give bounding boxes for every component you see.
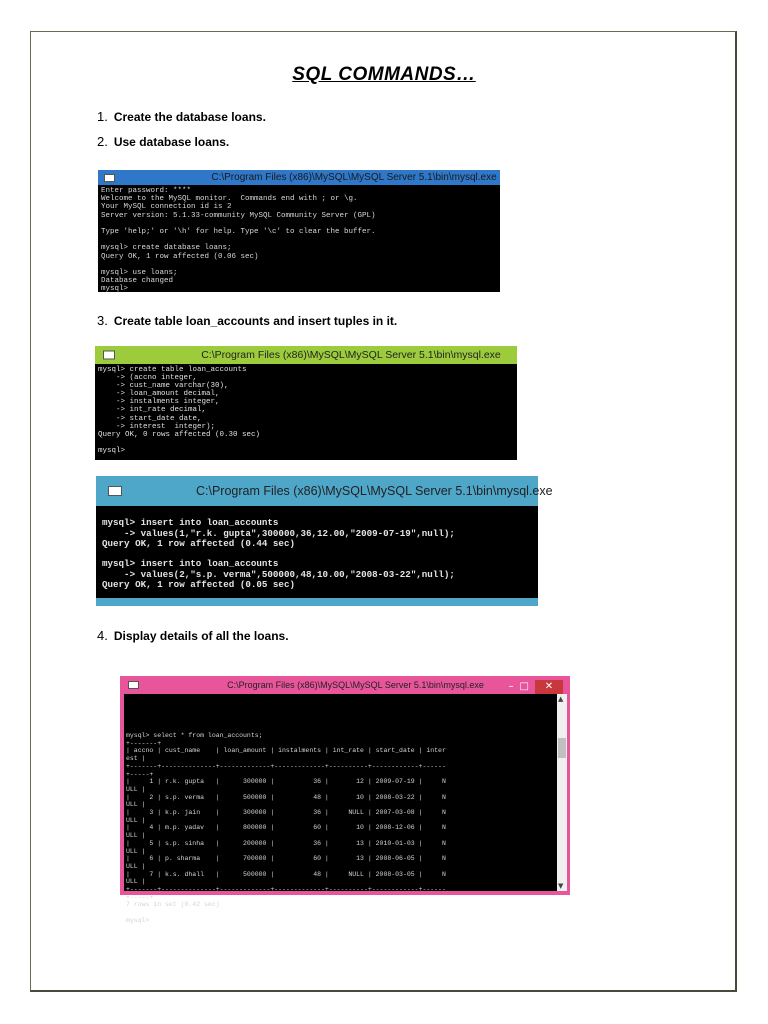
- step-text: Use database loans.: [113, 135, 230, 149]
- terminal-line: mysql>: [98, 446, 126, 455]
- terminal-line: -> values(2,"s.p. verma",500000,48,10.00,"2008-03-22",null);: [102, 568, 455, 580]
- step-number: 4.: [97, 628, 108, 643]
- terminal-line: -> int_rate decimal,: [98, 406, 207, 415]
- terminal-line: mysql>: [126, 916, 150, 924]
- terminal-line: | 3 | k.p. jain | 300000 | 36 | NULL | 2007-03-08 | N: [126, 809, 446, 817]
- terminal-output: [95, 364, 517, 460]
- terminal-line: -> start_date date,: [98, 414, 202, 423]
- terminal-line: -> cust_name varchar(30),: [98, 382, 229, 391]
- scroll-down-icon[interactable]: ▼: [558, 882, 564, 890]
- maximize-button[interactable]: □: [519, 681, 529, 692]
- terminal-line: Query OK, 0 rows affected (0.30 sec): [98, 430, 261, 439]
- terminal-line: ULL |: [126, 801, 146, 809]
- minimize-button[interactable]: –: [508, 681, 514, 692]
- title-bar[interactable]: [98, 170, 500, 185]
- terminal-line: Type 'help;' or '\h' for help. Type '\c' to clear the buffer.: [101, 228, 376, 237]
- title-bar[interactable]: [95, 346, 517, 364]
- console-icon: [108, 486, 122, 496]
- terminal-line: +-------+--------------+-------------+-------------+----------+------------+------: [126, 762, 446, 770]
- window-title: C:\Program Files (x86)\MySQL\MySQL Server 5.1\bin\mysql.exe: [227, 680, 484, 690]
- close-button[interactable]: ✕: [535, 680, 563, 694]
- terminal-line: | 7 | k.s. dhall | 500000 | 48 | NULL | 2008-03-05 | N: [126, 870, 446, 878]
- terminal-line: | 5 | s.p. sinha | 200000 | 36 | 13 | 2010-01-03 | N: [126, 839, 446, 847]
- page-title: SQL COMMANDS…: [292, 64, 476, 85]
- step-number: 3.: [97, 313, 108, 328]
- terminal-line: -> (accno integer,: [98, 374, 198, 383]
- terminal-line: [98, 439, 514, 447]
- title-bar[interactable]: [124, 676, 567, 694]
- terminal-line: [101, 236, 497, 244]
- terminal-line: Welcome to the MySQL monitor. Commands end with ; or \g.: [101, 195, 358, 204]
- terminal-line: | accno | cust_name | loan_amount | instalments | int_rate | start_date | inter: [126, 747, 446, 755]
- terminal-window-4: [120, 676, 570, 924]
- window-frame-bottom: [96, 598, 538, 606]
- terminal-line: ULL |: [126, 878, 146, 886]
- step-number: 2.: [97, 134, 108, 149]
- console-icon: [128, 681, 139, 689]
- terminal-line: [101, 261, 497, 269]
- step-text: Display details of all the loans.: [113, 629, 289, 643]
- step-1: [97, 109, 266, 124]
- window-title: C:\Program Files (x86)\MySQL\MySQL Server 5.1\bin\mysql.exe: [211, 172, 497, 183]
- terminal-line: ULL |: [126, 832, 146, 840]
- terminal-line: -> interest integer);: [98, 422, 216, 431]
- terminal-line: | 6 | p. sharma | 700000 | 60 | 13 | 2008-06-05 | N: [126, 855, 446, 863]
- terminal-line: | 1 | r.k. gupta | 300000 | 36 | 12 | 2009-07-19 | N: [126, 778, 446, 786]
- terminal-line: +-----+: [126, 893, 154, 901]
- terminal-window-1: [98, 170, 500, 292]
- terminal-window-3: [96, 476, 553, 606]
- console-icon: [103, 351, 115, 360]
- terminal-output: [98, 185, 500, 292]
- terminal-line: ULL |: [126, 847, 146, 855]
- terminal-line: mysql> create table loan_accounts: [98, 366, 247, 374]
- scroll-thumb[interactable]: [558, 738, 566, 758]
- title-bar[interactable]: [96, 476, 553, 506]
- step-3: [97, 313, 397, 328]
- terminal-line: Server version: 5.1.33-community MySQL Community Server (GPL): [101, 211, 376, 220]
- terminal-line: ULL |: [126, 785, 146, 793]
- step-text: Create the database loans.: [113, 110, 266, 124]
- step-number: 1.: [97, 109, 108, 124]
- terminal-line: ULL |: [126, 862, 146, 870]
- terminal-line: mysql> create database loans;: [101, 244, 232, 253]
- scroll-up-icon[interactable]: ▲: [558, 695, 564, 703]
- terminal-line: Query OK, 1 row affected (0.05 sec): [102, 579, 295, 591]
- terminal-line: mysql>: [101, 285, 129, 294]
- terminal-line: [101, 220, 497, 228]
- terminal-line: Database changed: [101, 277, 174, 286]
- terminal-line: +-------+: [126, 739, 162, 747]
- terminal-line: +-----+: [126, 770, 154, 778]
- terminal-line: mysql> select * from loan_accounts;: [126, 732, 263, 739]
- terminal-line: ULL |: [126, 816, 146, 824]
- console-icon: [104, 174, 115, 182]
- terminal-line: | 2 | s.p. verma | 500000 | 48 | 10 | 2008-03-22 | N: [126, 793, 446, 801]
- terminal-line: mysql> insert into loan_accounts: [102, 517, 279, 529]
- step-4: [97, 628, 289, 643]
- terminal-output: [96, 506, 538, 598]
- terminal-line: +-------+--------------+-------------+-------------+----------+------------+------: [126, 886, 446, 894]
- step-2: [97, 134, 229, 149]
- window-title: C:\Program Files (x86)\MySQL\MySQL Server 5.1\bin\mysql.exe: [201, 349, 501, 361]
- vertical-scrollbar[interactable]: [557, 694, 567, 891]
- step-text: Create table loan_accounts and insert tuples in it.: [113, 314, 398, 328]
- terminal-line: mysql> insert into loan_accounts: [102, 558, 279, 570]
- terminal-line: Query OK, 1 row affected (0.06 sec): [101, 252, 259, 261]
- terminal-line: -> values(1,"r.k. gupta",300000,36,12.00,"2009-07-19",null);: [102, 527, 455, 539]
- terminal-line: | 4 | m.p. yadav | 800000 | 60 | 10 | 2008-12-06 | N: [126, 824, 446, 832]
- terminal-line: Query OK, 1 row affected (0.44 sec): [102, 537, 295, 549]
- window-title: C:\Program Files (x86)\MySQL\MySQL Server 5.1\bin\mysql.exe: [196, 484, 553, 498]
- terminal-output: [126, 732, 555, 925]
- terminal-line: Your MySQL connection id is 2: [101, 203, 232, 212]
- terminal-line: -> loan_amount decimal,: [98, 390, 220, 399]
- terminal-output-container: [124, 694, 567, 924]
- terminal-line: est |: [126, 755, 146, 763]
- terminal-line: 7 rows in set (0.42 sec): [126, 901, 220, 909]
- terminal-line: [126, 909, 555, 917]
- terminal-line: Enter password: ****: [101, 187, 192, 195]
- terminal-line: -> instalments integer,: [98, 398, 220, 407]
- terminal-window-2: [95, 346, 517, 460]
- terminal-line: mysql> use loans;: [101, 269, 178, 278]
